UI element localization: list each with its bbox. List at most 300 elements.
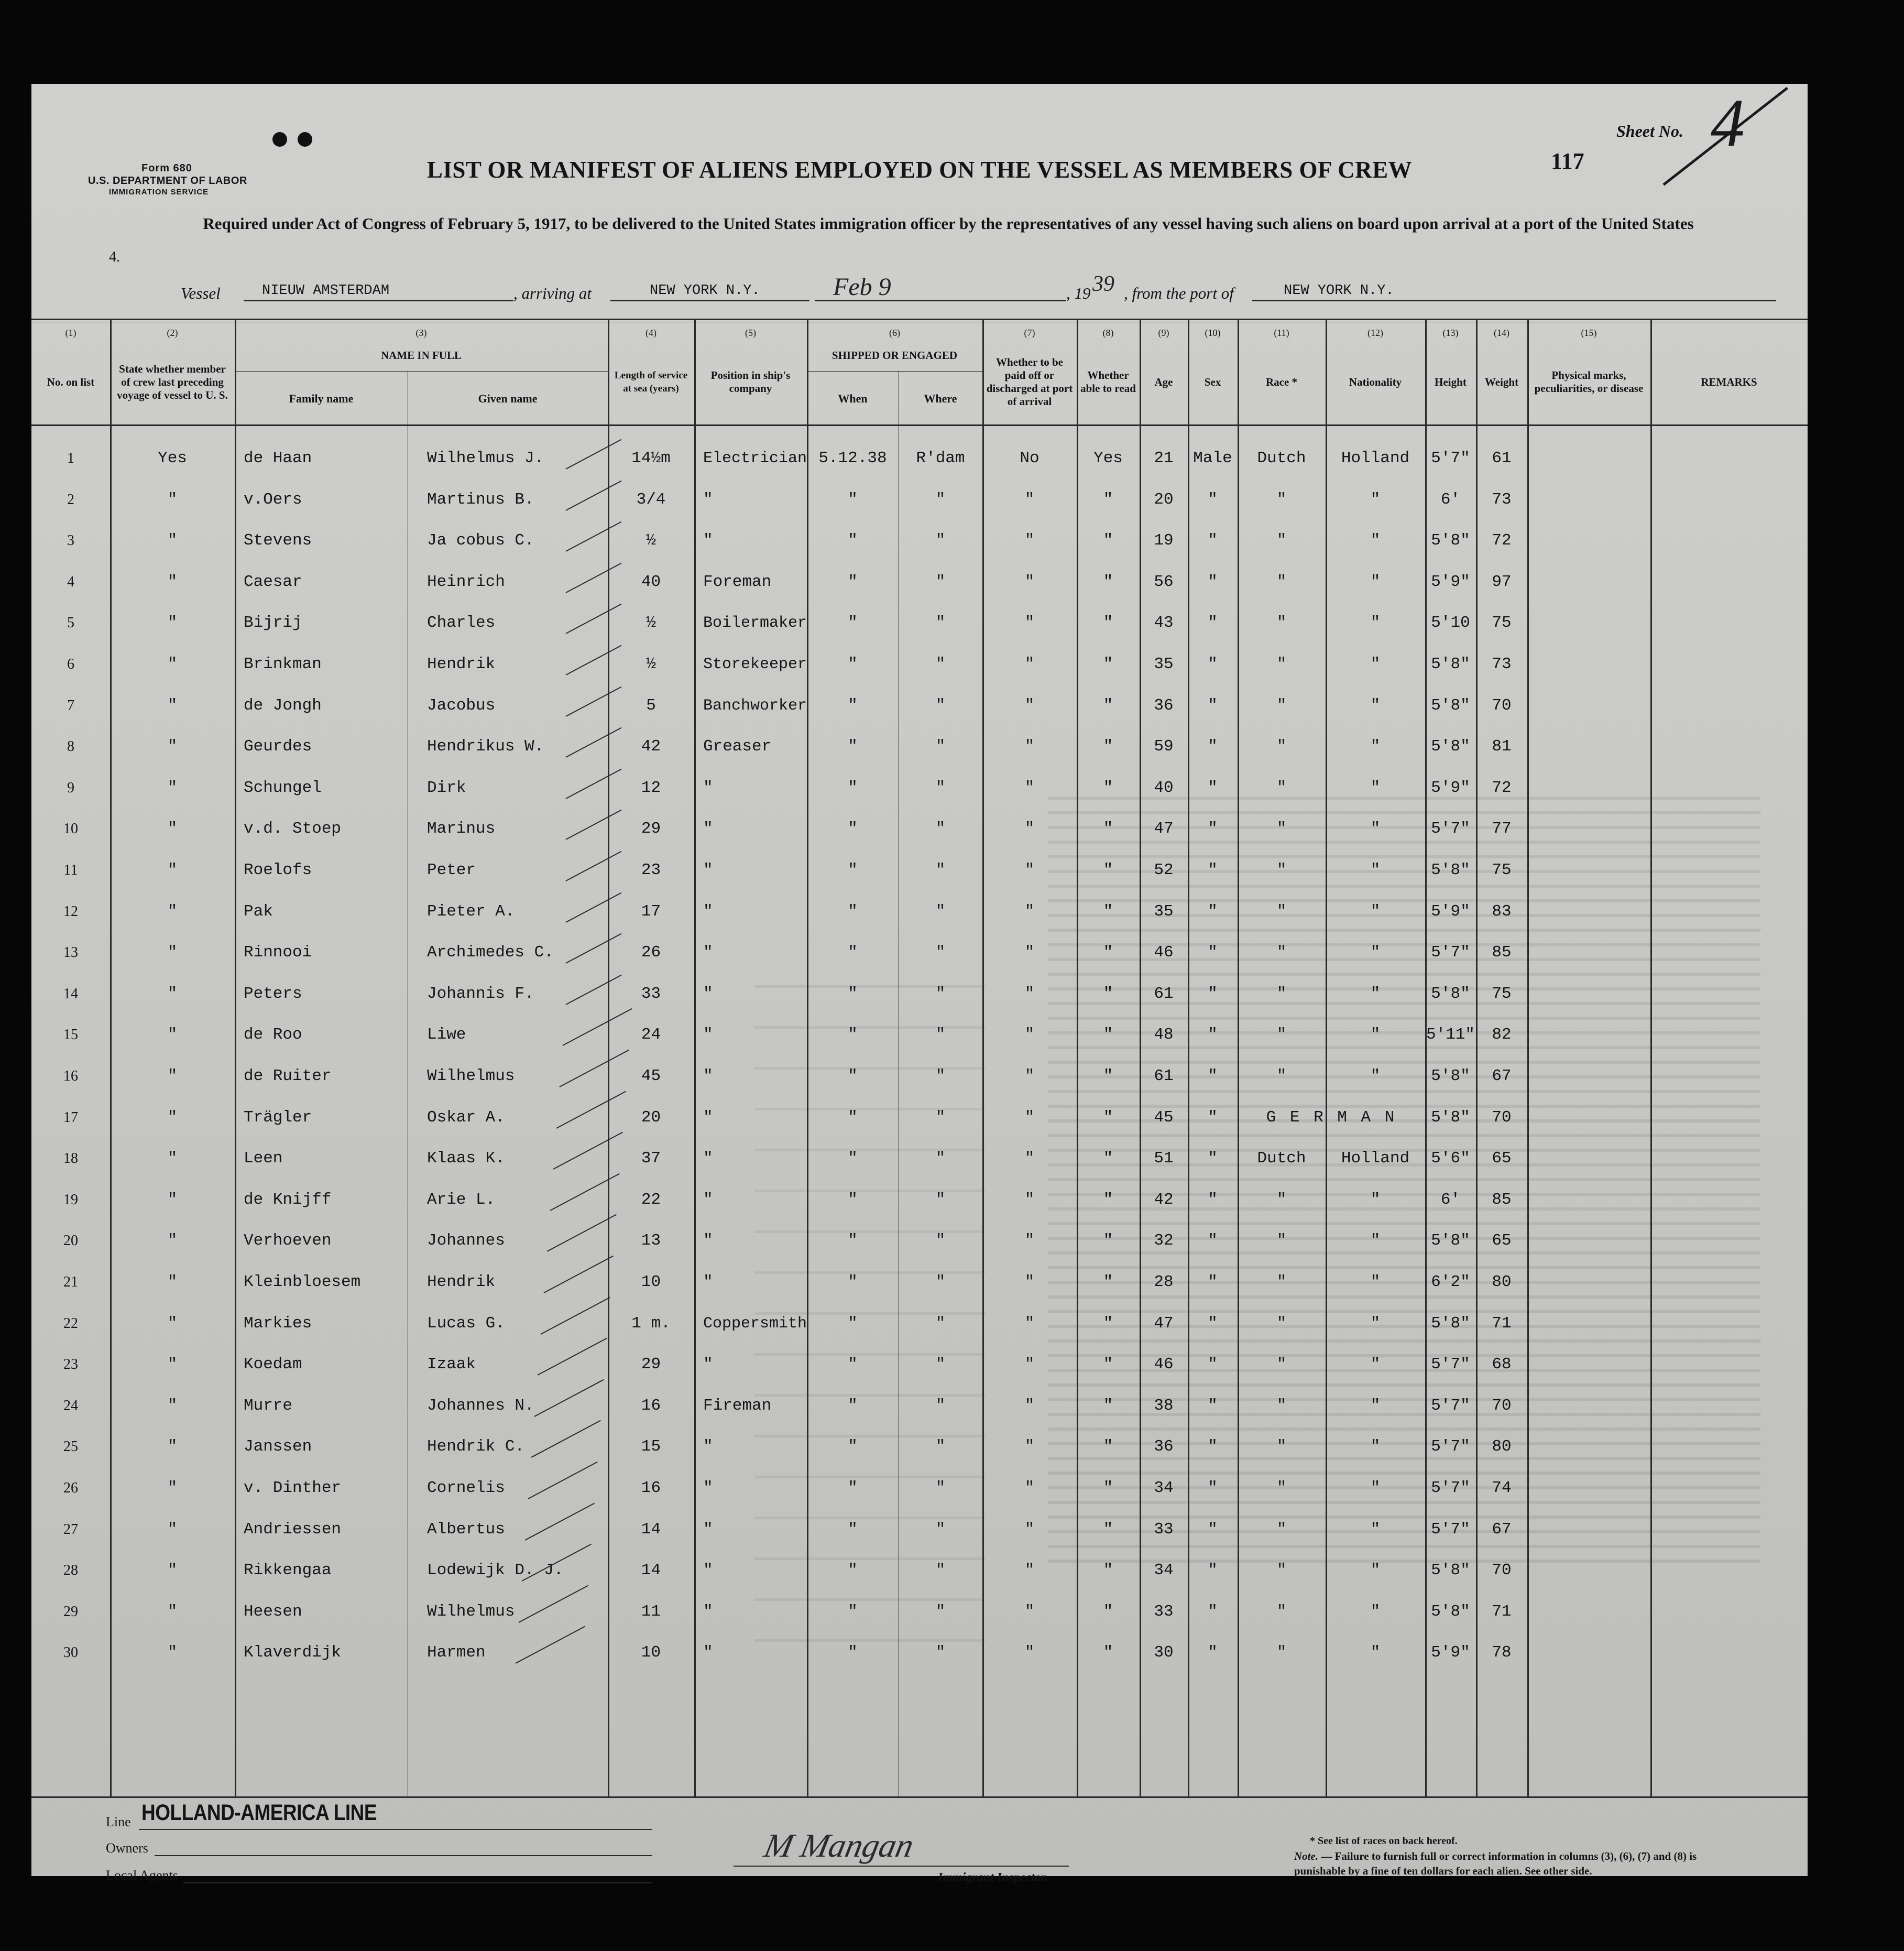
cell-sex: " bbox=[1208, 902, 1218, 921]
cell-race: Dutch bbox=[1257, 449, 1306, 467]
cell-given: Lodewijk D. J. bbox=[427, 1561, 564, 1580]
cell-given: Wilhelmus J. bbox=[427, 449, 544, 467]
cell-paid-off: " bbox=[1024, 531, 1035, 550]
cell-where: " bbox=[935, 1643, 946, 1662]
cell-when: " bbox=[848, 490, 858, 509]
cell-where: " bbox=[935, 737, 946, 756]
cell-height: 5'8" bbox=[1431, 696, 1470, 715]
cell-sex: " bbox=[1208, 531, 1218, 550]
cell-nationality: " bbox=[1370, 943, 1381, 962]
cell-paid-off: No bbox=[1020, 449, 1039, 467]
cell-family: Klaverdijk bbox=[244, 1643, 342, 1662]
cell-sex: " bbox=[1208, 1231, 1218, 1250]
cell-height: 5'7" bbox=[1431, 1479, 1470, 1497]
col-number-age: (9) bbox=[1158, 327, 1169, 338]
cell-nationality: " bbox=[1370, 902, 1381, 921]
year-suffix: 39 bbox=[1092, 272, 1114, 296]
cell-where: " bbox=[935, 572, 946, 591]
cell-nationality: " bbox=[1370, 614, 1381, 633]
cell-service: 37 bbox=[641, 1149, 661, 1168]
table-row bbox=[31, 850, 1808, 891]
cell-read: " bbox=[1103, 943, 1113, 962]
cell-race: " bbox=[1276, 1643, 1287, 1662]
cell-sex: " bbox=[1208, 1067, 1218, 1085]
cell-sex: " bbox=[1208, 655, 1218, 673]
cell-age: 30 bbox=[1154, 1643, 1174, 1662]
cell-family: Rinnooi bbox=[244, 943, 312, 962]
cell-height: 5'8" bbox=[1431, 655, 1470, 673]
cell-paid-off: " bbox=[1024, 655, 1035, 673]
cell-age: 28 bbox=[1154, 1273, 1174, 1291]
table-row bbox=[31, 438, 1808, 479]
cell-sex: " bbox=[1208, 490, 1218, 509]
cell-nationality: " bbox=[1370, 1067, 1381, 1085]
cell-age: 33 bbox=[1154, 1520, 1174, 1539]
cell-paid-off: " bbox=[1024, 1479, 1035, 1497]
cell-weight: 65 bbox=[1492, 1231, 1512, 1250]
cell-nationality: " bbox=[1370, 572, 1381, 591]
table-row bbox=[31, 1138, 1808, 1179]
cell-race: " bbox=[1276, 943, 1287, 962]
col-header-read: Whether able to read bbox=[1080, 369, 1136, 395]
col-number-service: (4) bbox=[645, 327, 656, 338]
cell-service: 40 bbox=[641, 572, 661, 591]
cell-age: 36 bbox=[1154, 696, 1174, 715]
cell-family: Murre bbox=[244, 1396, 293, 1415]
cell-where: " bbox=[935, 1396, 946, 1415]
cell-position: " bbox=[703, 490, 713, 509]
cell-age: 36 bbox=[1154, 1437, 1174, 1456]
col-number-position: (5) bbox=[745, 327, 756, 338]
cell-when: " bbox=[848, 614, 858, 633]
cell-no: 2 bbox=[67, 491, 74, 508]
cell-height: 5'9" bbox=[1431, 572, 1470, 591]
cell-family: Stevens bbox=[244, 531, 312, 550]
table-row bbox=[31, 1550, 1808, 1591]
cell-weight: 75 bbox=[1492, 984, 1512, 1003]
cell-nationality: " bbox=[1370, 1273, 1381, 1291]
cell-weight: 75 bbox=[1492, 614, 1512, 633]
cell-race: " bbox=[1276, 1190, 1287, 1209]
cell-no: 10 bbox=[63, 821, 78, 837]
cell-prev: " bbox=[167, 1231, 178, 1250]
cell-given: Liwe bbox=[427, 1026, 466, 1044]
cell-age: 34 bbox=[1154, 1479, 1174, 1497]
cell-when: " bbox=[848, 737, 858, 756]
cell-read: " bbox=[1103, 1643, 1113, 1662]
cell-race: " bbox=[1276, 1479, 1287, 1497]
table-row bbox=[31, 1386, 1808, 1426]
cell-height: 5'7" bbox=[1431, 1396, 1470, 1415]
cell-race: Dutch bbox=[1257, 1149, 1306, 1168]
inspector-signature: M Mangan bbox=[761, 1827, 917, 1864]
col-header-prev-voyage: State whether member of crew last preceding voyage of vessel to U. S. bbox=[117, 362, 228, 401]
cell-sex: " bbox=[1208, 861, 1218, 879]
cell-weight: 73 bbox=[1492, 655, 1512, 673]
cell-family: v. Dinther bbox=[244, 1479, 342, 1497]
note-text: — Failure to furnish full or correct information in columns (3), (6), (7) and (8) is punishable by a fine of ten dollars for each alien. See other side. bbox=[1294, 1850, 1697, 1877]
cell-nationality: " bbox=[1370, 1561, 1381, 1580]
cell-race: G E R M A N bbox=[1266, 1108, 1397, 1127]
cell-weight: 82 bbox=[1492, 1026, 1512, 1044]
cell-sex: " bbox=[1208, 1149, 1218, 1168]
cell-prev: " bbox=[167, 655, 178, 673]
col-header-remarks: REMARKS bbox=[1701, 375, 1757, 388]
cell-when: " bbox=[848, 1026, 858, 1044]
cell-no: 26 bbox=[63, 1480, 78, 1496]
cell-prev: " bbox=[167, 1561, 178, 1580]
cell-prev: " bbox=[167, 943, 178, 962]
cell-weight: 70 bbox=[1492, 1561, 1512, 1580]
cell-when: " bbox=[848, 1231, 858, 1250]
cell-read: " bbox=[1103, 1108, 1113, 1127]
cell-age: 20 bbox=[1154, 490, 1174, 509]
col-number-marks: (15) bbox=[1581, 327, 1597, 338]
cell-height: 5'8" bbox=[1431, 1108, 1470, 1127]
cell-given: Johannes bbox=[427, 1231, 505, 1250]
cell-when: " bbox=[848, 696, 858, 715]
cell-race: " bbox=[1276, 1067, 1287, 1085]
col-header-race: Race * bbox=[1265, 375, 1298, 388]
cell-prev: " bbox=[167, 1314, 178, 1333]
cell-height: 5'7" bbox=[1431, 1355, 1470, 1374]
cell-height: 5'7" bbox=[1431, 820, 1470, 838]
cell-height: 6' bbox=[1440, 1190, 1461, 1209]
cell-given: Harmen bbox=[427, 1643, 486, 1662]
cell-paid-off: " bbox=[1024, 1314, 1035, 1333]
cell-race: " bbox=[1276, 1314, 1287, 1333]
cell-no: 8 bbox=[67, 738, 74, 755]
cell-service: 22 bbox=[641, 1190, 661, 1209]
arriving-port: NEW YORK N.Y. bbox=[650, 283, 760, 299]
cell-prev: " bbox=[167, 1190, 178, 1209]
cell-height: 5'8" bbox=[1431, 1561, 1470, 1580]
cell-race: " bbox=[1276, 614, 1287, 633]
cell-given: Peter bbox=[427, 861, 476, 879]
cell-sex: " bbox=[1208, 696, 1218, 715]
cell-race: " bbox=[1276, 820, 1287, 838]
cell-service: 1 m. bbox=[631, 1314, 671, 1333]
cell-where: " bbox=[935, 1149, 946, 1168]
cell-family: de Haan bbox=[244, 449, 312, 467]
cell-paid-off: " bbox=[1024, 614, 1035, 633]
cell-nationality: " bbox=[1370, 1479, 1381, 1497]
cell-family: Roelofs bbox=[244, 861, 312, 879]
cell-height: 5'8" bbox=[1431, 1231, 1470, 1250]
cell-service: ½ bbox=[646, 655, 656, 673]
cell-position: " bbox=[703, 943, 713, 962]
cell-position: " bbox=[703, 1026, 713, 1044]
cell-nationality: " bbox=[1370, 1643, 1381, 1662]
cell-paid-off: " bbox=[1024, 1643, 1035, 1662]
cell-weight: 71 bbox=[1492, 1314, 1512, 1333]
col-header-height: Height bbox=[1435, 375, 1467, 388]
cell-no: 23 bbox=[63, 1356, 78, 1373]
col-number-name: (3) bbox=[415, 327, 427, 338]
cell-when: " bbox=[848, 1643, 858, 1662]
cell-given: Albertus bbox=[427, 1520, 505, 1539]
cell-weight: 72 bbox=[1492, 778, 1512, 797]
cell-position: " bbox=[703, 1520, 713, 1539]
cell-race: " bbox=[1276, 696, 1287, 715]
cell-race: " bbox=[1276, 902, 1287, 921]
col-header-shipped: SHIPPED OR ENGAGED bbox=[831, 348, 958, 362]
side-mark: 4. bbox=[109, 249, 120, 265]
table-row bbox=[31, 1344, 1808, 1385]
cell-age: 48 bbox=[1154, 1026, 1174, 1044]
cell-sex: " bbox=[1208, 778, 1218, 797]
cell-nationality: " bbox=[1370, 984, 1381, 1003]
local-agents-label: Local Agents bbox=[106, 1868, 178, 1883]
sheet-number: 4 bbox=[1711, 85, 1745, 161]
cell-paid-off: " bbox=[1024, 1108, 1035, 1127]
cell-height: 5'9" bbox=[1431, 778, 1470, 797]
cell-nationality: Holland bbox=[1341, 449, 1410, 467]
table-row bbox=[31, 685, 1808, 726]
cell-weight: 97 bbox=[1492, 572, 1512, 591]
cell-paid-off: " bbox=[1024, 1520, 1035, 1539]
table-row bbox=[31, 1056, 1808, 1097]
cell-paid-off: " bbox=[1024, 778, 1035, 797]
cell-given: Marinus bbox=[427, 820, 496, 838]
cell-given: Jacobus bbox=[427, 696, 496, 715]
cell-service: 24 bbox=[641, 1026, 661, 1044]
cell-height: 5'7" bbox=[1431, 943, 1470, 962]
cell-age: 59 bbox=[1154, 737, 1174, 756]
cell-nationality: " bbox=[1370, 1520, 1381, 1539]
col-subheader-name-1: Given name bbox=[478, 391, 538, 405]
cell-height: 6'2" bbox=[1431, 1273, 1470, 1291]
cell-read: Yes bbox=[1093, 449, 1123, 467]
cell-weight: 75 bbox=[1492, 861, 1512, 879]
cell-when: " bbox=[848, 984, 858, 1003]
cell-family: Koedam bbox=[244, 1355, 302, 1374]
cell-height: 5'9" bbox=[1431, 902, 1470, 921]
cell-age: 47 bbox=[1154, 820, 1174, 838]
cell-where: " bbox=[935, 1314, 946, 1333]
col-number-nationality: (12) bbox=[1367, 327, 1383, 338]
cell-position: " bbox=[703, 820, 713, 838]
cell-sex: Male bbox=[1193, 449, 1232, 467]
cell-when: " bbox=[848, 1190, 858, 1209]
table-row bbox=[31, 1632, 1808, 1673]
cell-prev: " bbox=[167, 737, 178, 756]
cell-service: 3/4 bbox=[636, 490, 666, 509]
cell-position: " bbox=[703, 1561, 713, 1580]
cell-no: 29 bbox=[63, 1603, 78, 1620]
cell-nationality: " bbox=[1370, 1231, 1381, 1250]
cell-prev: " bbox=[167, 984, 178, 1003]
cell-service: 14 bbox=[641, 1561, 661, 1580]
cell-no: 25 bbox=[63, 1438, 78, 1455]
cell-race: " bbox=[1276, 1437, 1287, 1456]
cell-position: " bbox=[703, 1149, 713, 1168]
cell-where: " bbox=[935, 1108, 946, 1127]
cell-position: " bbox=[703, 1479, 713, 1497]
cell-nationality: Holland bbox=[1341, 1149, 1410, 1168]
cell-nationality: " bbox=[1370, 490, 1381, 509]
cell-age: 33 bbox=[1154, 1602, 1174, 1621]
note-label: Note. bbox=[1294, 1850, 1319, 1862]
cell-given: Ja cobus C. bbox=[427, 531, 534, 550]
cell-when: " bbox=[848, 1108, 858, 1127]
table-row bbox=[31, 562, 1808, 603]
cell-nationality: " bbox=[1370, 861, 1381, 879]
col-number-shipped: (6) bbox=[889, 327, 900, 338]
cell-position: Storekeeper bbox=[703, 656, 807, 673]
col-number-weight: (14) bbox=[1494, 327, 1509, 338]
table-row bbox=[31, 726, 1808, 767]
cell-when: " bbox=[848, 1355, 858, 1374]
col-header-nationality: Nationality bbox=[1349, 375, 1402, 388]
cell-read: " bbox=[1103, 984, 1113, 1003]
cell-when: " bbox=[848, 778, 858, 797]
cell-paid-off: " bbox=[1024, 861, 1035, 879]
cell-weight: 78 bbox=[1492, 1643, 1512, 1662]
cell-read: " bbox=[1103, 696, 1113, 715]
col-header-paid-off: Whether to be paid off or discharged at port of arrival bbox=[986, 356, 1073, 408]
cell-prev: " bbox=[167, 1479, 178, 1497]
cell-sex: " bbox=[1208, 984, 1218, 1003]
cell-service: 29 bbox=[641, 820, 661, 838]
cell-age: 61 bbox=[1154, 984, 1174, 1003]
cell-family: de Jongh bbox=[244, 696, 322, 715]
owners-label: Owners bbox=[106, 1840, 148, 1856]
cell-where: " bbox=[935, 820, 946, 838]
cell-read: " bbox=[1103, 778, 1113, 797]
cell-service: 11 bbox=[641, 1602, 661, 1621]
table-row bbox=[31, 1262, 1808, 1303]
cell-weight: 80 bbox=[1492, 1437, 1512, 1456]
cell-family: Brinkman bbox=[244, 655, 322, 673]
cell-height: 5'8" bbox=[1431, 1602, 1470, 1621]
cell-sex: " bbox=[1208, 1273, 1218, 1291]
cell-no: 3 bbox=[67, 532, 74, 549]
cell-family: Leen bbox=[244, 1149, 283, 1168]
cell-when: " bbox=[848, 861, 858, 879]
cell-height: 5'7" bbox=[1431, 449, 1470, 467]
cell-family: Pak bbox=[244, 902, 273, 921]
cell-prev: " bbox=[167, 1026, 178, 1044]
cell-height: 5'9" bbox=[1431, 1643, 1470, 1662]
table-row bbox=[31, 1509, 1808, 1550]
cell-age: 51 bbox=[1154, 1149, 1174, 1168]
cell-position: " bbox=[703, 984, 713, 1003]
cell-paid-off: " bbox=[1024, 1602, 1035, 1621]
col-subheader-shipped-0: When bbox=[838, 391, 868, 405]
cell-prev: " bbox=[167, 1355, 178, 1374]
cell-family: Rikkengaa bbox=[244, 1561, 332, 1580]
col-header-service: Length of service at sea (years) bbox=[614, 370, 688, 394]
arriving-label: , arriving at bbox=[513, 284, 592, 302]
cell-where: " bbox=[935, 1355, 946, 1374]
line-stamp: HOLLAND-AMERICA LINE bbox=[141, 1800, 377, 1825]
cell-age: 21 bbox=[1154, 449, 1174, 467]
cell-race: " bbox=[1276, 861, 1287, 879]
table-row bbox=[31, 1220, 1808, 1261]
cell-where: " bbox=[935, 1067, 946, 1085]
cell-age: 43 bbox=[1154, 614, 1174, 633]
cell-nationality: " bbox=[1370, 778, 1381, 797]
cell-when: " bbox=[848, 655, 858, 673]
cell-service: 29 bbox=[641, 1355, 661, 1374]
table-row bbox=[31, 644, 1808, 685]
cell-prev: " bbox=[167, 1643, 178, 1662]
cell-position: " bbox=[703, 1437, 713, 1456]
table-row bbox=[31, 1303, 1808, 1344]
cell-prev: " bbox=[167, 614, 178, 633]
cell-prev: " bbox=[167, 1149, 178, 1168]
cell-read: " bbox=[1103, 1273, 1113, 1291]
cell-age: 46 bbox=[1154, 943, 1174, 962]
cell-height: 5'10 bbox=[1431, 614, 1470, 633]
cell-family: Caesar bbox=[244, 572, 302, 591]
cell-prev: " bbox=[167, 1520, 178, 1539]
cell-service: 10 bbox=[641, 1643, 661, 1662]
cell-position: Greaser bbox=[703, 737, 772, 756]
races-note: * See list of races on back hereof. bbox=[1310, 1835, 1458, 1847]
cell-sex: " bbox=[1208, 1026, 1218, 1044]
cell-where: " bbox=[935, 696, 946, 715]
cell-paid-off: " bbox=[1024, 1231, 1035, 1250]
cell-read: " bbox=[1103, 1149, 1113, 1168]
cell-sex: " bbox=[1208, 1396, 1218, 1415]
cell-sex: " bbox=[1208, 943, 1218, 962]
cell-where: " bbox=[935, 902, 946, 921]
cell-family: de Roo bbox=[244, 1026, 302, 1044]
cell-given: Martinus B. bbox=[427, 490, 534, 509]
cell-family: Peters bbox=[244, 984, 302, 1003]
inspector-label: Immigrant Inspector. bbox=[938, 1871, 1048, 1884]
cell-given: Heinrich bbox=[427, 572, 505, 591]
cell-weight: 70 bbox=[1492, 1396, 1512, 1415]
cell-where: " bbox=[935, 614, 946, 633]
table-row bbox=[31, 1180, 1808, 1220]
cell-prev: " bbox=[167, 1602, 178, 1621]
cell-prev: Yes bbox=[158, 449, 187, 467]
cell-service: 33 bbox=[641, 984, 661, 1003]
cell-age: 38 bbox=[1154, 1396, 1174, 1415]
cell-where: " bbox=[935, 531, 946, 550]
cell-position: " bbox=[703, 1190, 713, 1209]
col-subheader-shipped-1: Where bbox=[924, 391, 957, 405]
form-number: Form 680 bbox=[141, 162, 192, 174]
cell-no: 17 bbox=[63, 1109, 78, 1126]
cell-service: ½ bbox=[646, 531, 656, 550]
cell-family: Markies bbox=[244, 1314, 312, 1333]
cell-prev: " bbox=[167, 778, 178, 797]
cell-no: 1 bbox=[67, 450, 74, 466]
cell-race: " bbox=[1276, 737, 1287, 756]
cell-sex: " bbox=[1208, 1520, 1218, 1539]
cell-height: 5'7" bbox=[1431, 1520, 1470, 1539]
cell-no: 20 bbox=[63, 1233, 78, 1249]
cell-prev: " bbox=[167, 1067, 178, 1085]
cell-prev: " bbox=[167, 902, 178, 921]
cell-weight: 85 bbox=[1492, 943, 1512, 962]
cell-no: 6 bbox=[67, 656, 74, 672]
cell-no: 21 bbox=[63, 1274, 78, 1290]
cell-read: " bbox=[1103, 1190, 1113, 1209]
table-row bbox=[31, 1097, 1808, 1138]
cell-where: " bbox=[935, 943, 946, 962]
table-row bbox=[31, 603, 1808, 644]
cell-height: 5'8" bbox=[1431, 531, 1470, 550]
cell-where: " bbox=[935, 1273, 946, 1291]
arrival-date: Feb 9 bbox=[833, 273, 891, 301]
cell-read: " bbox=[1103, 572, 1113, 591]
cell-nationality: " bbox=[1370, 1355, 1381, 1374]
